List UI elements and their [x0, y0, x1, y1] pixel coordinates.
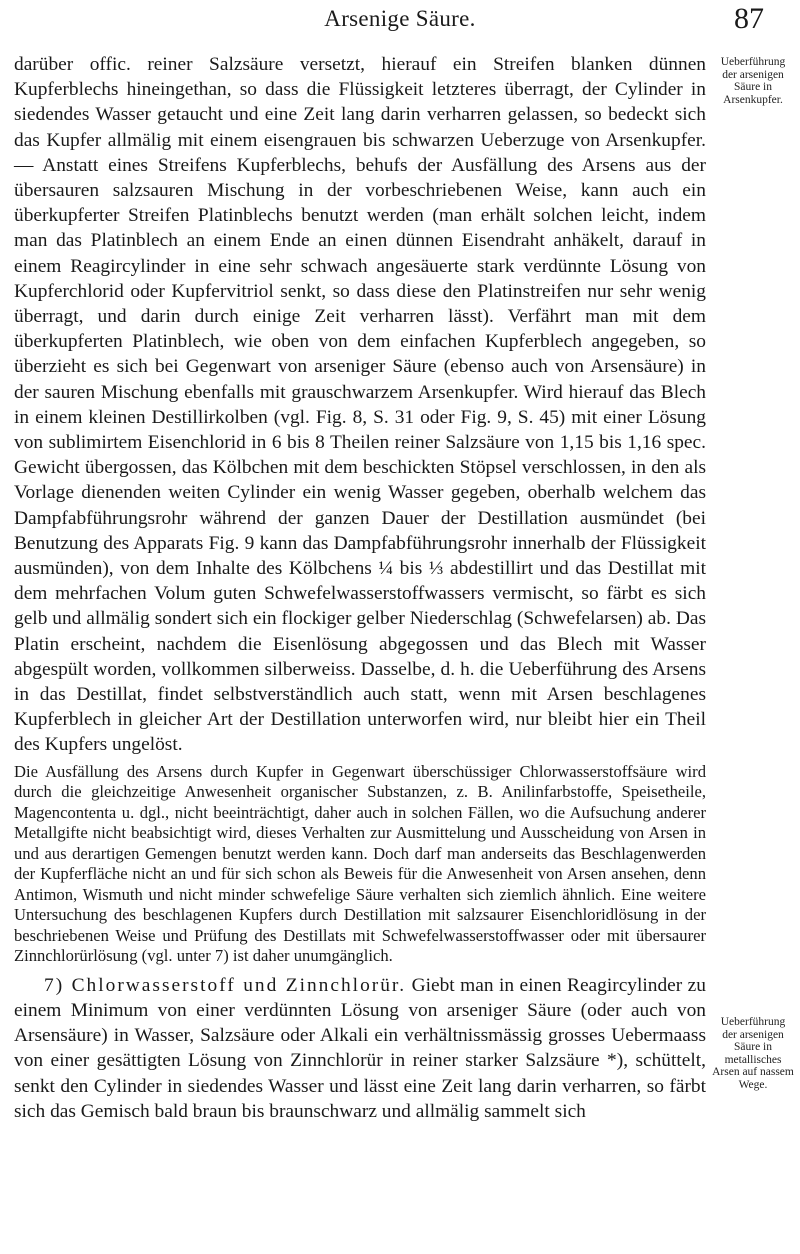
- page-header: [0, 0, 800, 40]
- body-paragraph-2: [14, 973, 706, 1124]
- small-print-note: Die Ausfällung des Arsens durch Kupfer in Gegenwart überschüssiger Chlorwasserstoffsäure wird durch die gleichzeitige Anwesenheit organischer Substanzen, z. B. Anilinfarbstoffe, Speisetheile, Magencontenta u. dgl., nicht beeinträchtigt, daher auch in solchen Fällen, wo die Aufsuchung anderer Metallgifte nicht beabsichtigt wird, dieses Verhalten zur Ausmittelung und Ausscheidung von Arsen in und aus derartigen Gemengen benutzt werden kann. Doch darf man anderseits das Beschlagenwerden der Kupferfläche nicht an und für sich schon als Beweis für die Anwesenheit von Arsen ansehen, denn Antimon, Wismuth und nicht minder schwefelige Säure verhalten sich ziemlich ähnlich. Eine weitere Untersuchung des beschlagenen Kupfers durch Destillation mit salzsaurer Eisenchloridlösung in der beschriebenen Weise und Prüfung des Destillats mit Schwefelwasserstoffwasser oder mit übersaurer Zinnchlorürlösung (vgl. unter 7) ist daher unumgänglich.: [14, 761, 706, 966]
- margin-note-metallisches-arsen: Ueberführung der arsenigen Säure in metallisches Arsen auf nassem Wege.: [712, 1016, 794, 1091]
- body-paragraph-2-text: Giebt man in einen Reagircylinder zu einem Minimum von einer verdünnten Lösung von arseniger Säure (oder auch von Arsensäure) in Wasser, Salzsäure oder Alkali ein verhältnissmässig grosses Uebermaass von einer gesättigten Lösung von Zinnchlorür in reiner starker Salzsäure *), schüttelt, senkt den Cylinder in siedendes Wasser und lässt eine Zeit lang darin verharren, so färbt sich das Gemisch bald braun bis braunschwarz und allmälig sammelt sich: [14, 974, 706, 1122]
- page-number: 87: [734, 2, 764, 35]
- page-body: [14, 52, 706, 1124]
- margin-note-arsenkupfer: Ueberführung der arsenigen Säure in Arsenkupfer.: [720, 56, 786, 106]
- body-paragraph-1: darüber offic. reiner Salzsäure versetzt, hierauf ein Streifen blanken dünnen Kupferblechs hineingethan, so dass die Flüssigkeit letzteres überragt, der Cylinder in siedendes Wasser getaucht und eine Zeit lang darin verharren gelassen, so bedeckt sich das Kupfer allmälig mit einem eisengrauen bis schwarzen Ueberzuge von Arsenkupfer. — Anstatt eines Streifens Kupferblechs, behufs der Ausfällung des Arsens aus der übersauren salzsauren Mischung in der vorbeschriebenen Weise, kann auch ein überkupferter Streifen Platinblechs benutzt werden (man erhält solchen leicht, indem man das Platinblech an einem Ende an einen dünnen Eisendraht anhäkelt, darauf in einem Reagircylinder in eine sehr schwach angesäuerte stark verdünnte Lösung von Kupferchlorid oder Kupfervitriol senkt, so dass diese den Platinstreifen nur sehr wenig überragt, und darin durch einige Zeit verharren lässt). Verfährt man mit dem überkupferten Platinblech, wie oben von dem einfachen Kupferblech angegeben, so überzieht es sich bei Gegenwart von arseniger Säure (ebenso auch von Arsensäure) in der sauren Mischung ebenfalls mit grauschwarzem Arsenkupfer. Wird hierauf das Blech in einem kleinen Destillirkolben (vgl. Fig. 8, S. 31 oder Fig. 9, S. 45) mit einer Lösung von sublimirtem Eisenchlorid in 6 bis 8 Theilen reiner Salzsäure von 1,15 bis 1,16 spec. Gewicht übergossen, das Kölbchen mit dem beschickten Stöpsel verschlossen, in den als Vorlage dienenden weiten Cylinder ein wenig Wasser gegeben, oberhalb welchem das Dampfabführungsrohr während der ganzen Dauer der Destillation ausmündet (bei Benutzung des Apparats Fig. 9 kann das Dampfabführungsrohr innerhalb der Flüssigkeit ausmünden), von dem Inhalte des Kölbchens ¼ bis ⅓ abdestillirt und das Destillat mit dem mehrfachen Volum guten Schwefelwasserstoffwassers vermischt, so färbt es sich gelb und allmälig sondert sich ein flockiger gelber Niederschlag (Schwefelarsen) ab. Das Platin erscheint, nachdem die Eisenlösung abgegossen und das Blech mit Wasser abgespült worden, vollkommen silberweiss. Dasselbe, d. h. die Ueberführung des Arsens in das Destillat, findet selbstverständlich auch statt, wenn mit Arsen beschlagenes Kupferblech in gleicher Art der Destillation unterworfen wird, nur bleibt hier ein Theil des Kupfers ungelöst.: [14, 54, 706, 756]
- running-title: Arsenige Säure.: [324, 6, 476, 31]
- section-heading-chlorwasserstoff: 7) Chlorwasserstoff und Zinnchlorür.: [44, 974, 407, 996]
